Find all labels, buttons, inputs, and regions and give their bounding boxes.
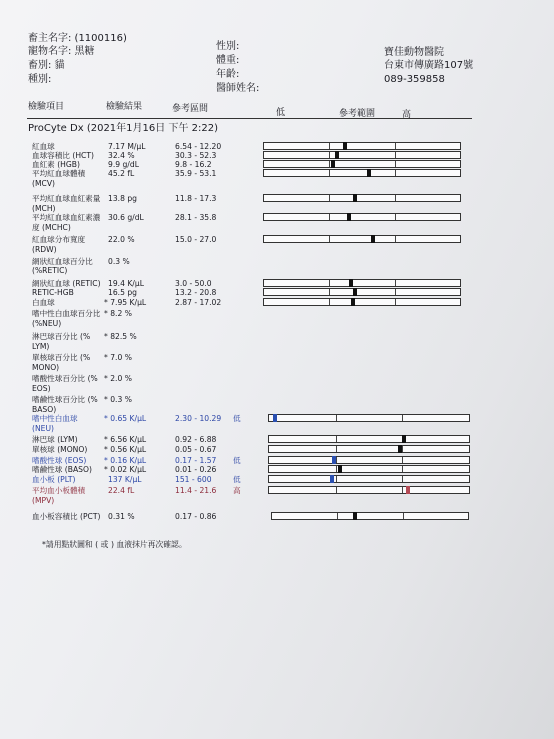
- row-reference: 0.01 - 0.26: [175, 465, 217, 474]
- range-divider: [329, 195, 330, 201]
- result-marker: [371, 235, 375, 243]
- range-divider: [336, 466, 337, 472]
- range-divider: [329, 214, 330, 220]
- range-bar: [263, 194, 461, 202]
- row-label: 嗜酸性球 (EOS): [32, 456, 87, 465]
- row-reference: 2.30 - 10.29: [175, 414, 222, 423]
- row-label: 血小板 (PLT): [32, 475, 76, 484]
- col-high: 高: [402, 110, 412, 120]
- row-value: 137 K/µL: [108, 475, 142, 484]
- range-bar: [268, 445, 470, 453]
- row-label: 單核球百分比 (%: [32, 353, 91, 362]
- range-divider: [329, 289, 330, 295]
- range-bar: [263, 288, 461, 296]
- result-marker: [353, 288, 357, 296]
- range-divider: [329, 236, 330, 242]
- row-label: 血紅素 (HGB): [32, 160, 80, 169]
- row-reference: 11.4 - 21.6: [175, 486, 217, 495]
- header-rule: [27, 118, 472, 119]
- row-label: 紅血球分布寬度: [32, 235, 86, 244]
- row-value: 0.3 %: [108, 257, 130, 266]
- vet-name: 醫師姓名:: [216, 83, 260, 94]
- range-divider: [329, 170, 330, 176]
- range-bar: [268, 465, 470, 473]
- row-label: EOS): [32, 384, 51, 393]
- range-bar: [263, 160, 461, 168]
- row-reference: 0.05 - 0.67: [175, 445, 217, 454]
- range-divider: [402, 415, 403, 421]
- row-value: 7.17 M/µL: [108, 142, 146, 151]
- range-divider: [329, 152, 330, 158]
- range-divider: [395, 170, 396, 176]
- row-label: 嗜鹼性球百分比 (%: [32, 395, 98, 404]
- row-value: 19.4 K/µL: [108, 279, 144, 288]
- range-divider: [395, 214, 396, 220]
- row-reference: 11.8 - 17.3: [175, 194, 217, 203]
- result-marker: [367, 169, 371, 177]
- row-label: (%RETIC): [32, 266, 68, 275]
- clinic-phone: 089-359858: [384, 74, 445, 85]
- row-value: 0.31 %: [108, 512, 135, 521]
- range-divider: [336, 476, 337, 482]
- row-reference: 9.8 - 16.2: [175, 160, 212, 169]
- row-label: 嗜酸性球百分比 (%: [32, 374, 98, 383]
- range-divider: [395, 280, 396, 286]
- row-reference: 0.17 - 0.86: [175, 512, 217, 521]
- row-value: * 8.2 %: [104, 309, 132, 318]
- row-value: * 6.56 K/µL: [104, 435, 147, 444]
- range-divider: [329, 161, 330, 167]
- range-bar: [268, 486, 470, 494]
- clinic-address: 台東市傳廣路107號: [384, 60, 474, 71]
- row-value: * 0.02 K/µL: [104, 465, 147, 474]
- row-label: (RDW): [32, 245, 57, 254]
- row-reference: 0.92 - 6.88: [175, 435, 217, 444]
- range-bar: [263, 235, 461, 243]
- range-bar: [263, 213, 461, 221]
- row-value: 9.9 g/dL: [108, 160, 139, 169]
- row-label: 平均血小板體積: [32, 486, 86, 495]
- range-divider: [395, 289, 396, 295]
- row-value: * 2.0 %: [104, 374, 132, 383]
- result-marker: [353, 512, 357, 520]
- row-label: (MCV): [32, 179, 55, 188]
- range-divider: [336, 436, 337, 442]
- row-label: 血球容積比 (HCT): [32, 151, 94, 160]
- range-bar: [263, 279, 461, 287]
- row-flag: 低: [233, 456, 241, 465]
- range-divider: [402, 487, 403, 493]
- row-value: 16.5 pg: [108, 288, 137, 297]
- col-result: 檢驗結果: [106, 102, 143, 112]
- range-divider: [336, 446, 337, 452]
- row-flag: 低: [233, 414, 241, 423]
- range-divider: [337, 513, 338, 519]
- row-label: (MCH): [32, 204, 56, 213]
- row-label: 網狀紅血球 (RETIC): [32, 279, 101, 288]
- range-bar: [268, 414, 470, 422]
- row-label: 白血球: [32, 298, 55, 307]
- range-bar: [263, 169, 461, 177]
- row-flag: 高: [233, 486, 241, 495]
- row-reference: 151 - 600: [175, 475, 212, 484]
- range-divider: [336, 487, 337, 493]
- row-value: * 0.65 K/µL: [104, 414, 147, 423]
- range-divider: [336, 457, 337, 463]
- row-label: 嗜中性白血球百分比: [32, 309, 101, 318]
- range-divider: [395, 299, 396, 305]
- range-bar: [263, 298, 461, 306]
- result-marker: [338, 465, 342, 473]
- range-divider: [329, 299, 330, 305]
- row-label: MONO): [32, 363, 60, 372]
- row-value: * 0.56 K/µL: [104, 445, 147, 454]
- col-item: 檢驗項目: [28, 102, 65, 112]
- sex: 性別:: [216, 41, 240, 52]
- row-label: 嗜鹼性球 (BASO): [32, 465, 92, 474]
- row-label: 嗜中性白血球: [32, 414, 78, 423]
- range-bar: [263, 151, 461, 159]
- weight: 體重:: [216, 55, 240, 66]
- row-value: * 0.16 K/µL: [104, 456, 147, 465]
- row-reference: 3.0 - 50.0: [175, 279, 212, 288]
- row-label: BASO): [32, 405, 57, 414]
- row-label: 網狀紅血球百分比: [32, 257, 93, 266]
- range-bar: [268, 456, 470, 464]
- row-value: 30.6 g/dL: [108, 213, 144, 222]
- range-divider: [402, 457, 403, 463]
- range-bar: [268, 435, 470, 443]
- row-label: 平均紅血球體積: [32, 169, 86, 178]
- row-label: 血小板容積比 (PCT): [32, 512, 101, 521]
- range-divider: [395, 236, 396, 242]
- pet-name: 寵物名字: 黑糖: [28, 46, 95, 57]
- row-value: * 7.0 %: [104, 353, 132, 362]
- row-value: 32.4 %: [108, 151, 135, 160]
- row-reference: 6.54 - 12.20: [175, 142, 222, 151]
- range-divider: [395, 161, 396, 167]
- species: 畜別: 貓: [28, 60, 65, 71]
- range-divider: [329, 143, 330, 149]
- owner-name: 畜主名字: (1100116): [28, 33, 127, 44]
- instrument-title: ProCyte Dx (2021年1月16日 下午 2:22): [28, 123, 218, 134]
- row-label: 單核球 (MONO): [32, 445, 88, 454]
- range-divider: [403, 513, 404, 519]
- row-value: 13.8 pg: [108, 194, 137, 203]
- range-divider: [329, 280, 330, 286]
- row-reference: 28.1 - 35.8: [175, 213, 217, 222]
- row-value: 45.2 fL: [108, 169, 135, 178]
- row-label: LYM): [32, 342, 50, 351]
- result-marker: [330, 475, 334, 483]
- result-marker: [353, 194, 357, 202]
- row-flag: 低: [233, 475, 241, 484]
- row-reference: 0.17 - 1.57: [175, 456, 217, 465]
- row-value: * 82.5 %: [104, 332, 137, 341]
- row-label: 平均紅血球血紅素濃: [32, 213, 101, 222]
- result-marker: [273, 414, 277, 422]
- col-range: 參考範圍: [339, 109, 376, 119]
- result-marker: [331, 160, 335, 168]
- breed: 種別:: [28, 74, 52, 85]
- col-low: 低: [276, 108, 286, 118]
- range-bar: [263, 142, 461, 150]
- row-reference: 35.9 - 53.1: [175, 169, 217, 178]
- row-value: * 0.3 %: [104, 395, 132, 404]
- row-reference: 30.3 - 52.3: [175, 151, 217, 160]
- range-divider: [402, 446, 403, 452]
- row-value: 22.4 fL: [108, 486, 135, 495]
- result-marker: [351, 298, 355, 306]
- range-bar: [268, 475, 470, 483]
- row-label: 度 (MCHC): [32, 223, 71, 232]
- col-reference: 參考區間: [172, 104, 209, 114]
- range-divider: [395, 143, 396, 149]
- result-marker: [406, 486, 410, 494]
- row-label: 紅血球: [32, 142, 55, 151]
- row-value: 22.0 %: [108, 235, 135, 244]
- row-label: 平均紅血球血紅素量: [32, 194, 101, 203]
- range-divider: [336, 415, 337, 421]
- result-marker: [332, 456, 336, 464]
- result-marker: [343, 142, 347, 150]
- clinic-name: 寶佳動物醫院: [384, 47, 444, 58]
- range-bar: [271, 512, 469, 520]
- range-divider: [402, 476, 403, 482]
- result-marker: [402, 435, 406, 443]
- row-label: RETIC-HGB: [32, 288, 74, 297]
- result-marker: [347, 213, 351, 221]
- footnote: *請用點狀圖和 ( 或 ) 血液抹片再次確認。: [42, 540, 187, 549]
- row-label: (MPV): [32, 496, 55, 505]
- row-reference: 2.87 - 17.02: [175, 298, 222, 307]
- result-marker: [335, 151, 339, 159]
- result-marker: [398, 445, 402, 453]
- age: 年齡:: [216, 69, 240, 80]
- range-divider: [402, 466, 403, 472]
- row-reference: 15.0 - 27.0: [175, 235, 217, 244]
- row-label: (%NEU): [32, 319, 62, 328]
- row-reference: 13.2 - 20.8: [175, 288, 217, 297]
- row-label: 淋巴球百分比 (%: [32, 332, 91, 341]
- result-marker: [349, 279, 353, 287]
- range-divider: [395, 195, 396, 201]
- range-divider: [395, 152, 396, 158]
- row-label: 淋巴球 (LYM): [32, 435, 78, 444]
- row-value: * 7.95 K/µL: [104, 298, 147, 307]
- row-label: (NEU): [32, 424, 54, 433]
